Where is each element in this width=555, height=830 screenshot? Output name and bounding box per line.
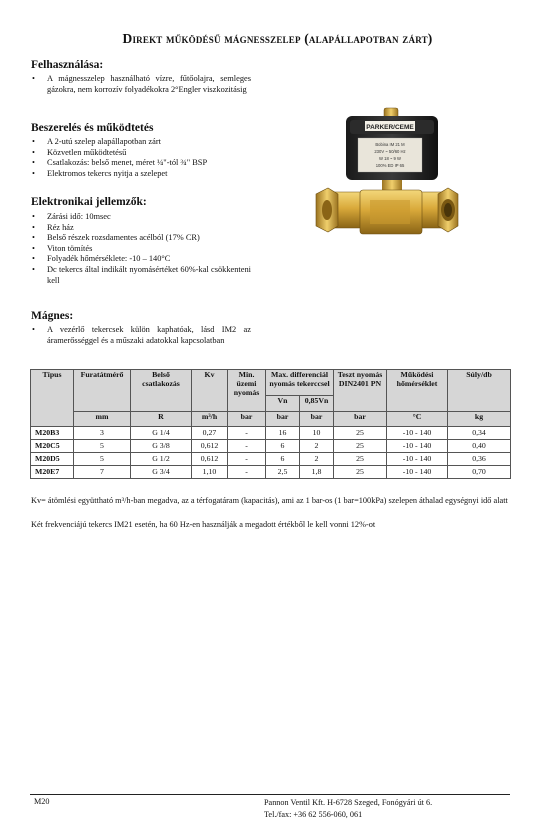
svg-text:100% ED IP 65: 100% ED IP 65 (375, 163, 405, 168)
col-header-min: Min. üzemi nyomás (228, 370, 266, 412)
svg-text:PARKER/CEME: PARKER/CEME (366, 124, 414, 131)
cell-vn85: 2 (300, 453, 334, 466)
cell-vn85: 10 (300, 427, 334, 440)
unit-vn85: bar (300, 412, 334, 427)
unit-min: bar (228, 412, 266, 427)
col-header-furat: Furatátmérő (74, 370, 131, 412)
unit-vn: bar (266, 412, 300, 427)
page-title: Direkt működésű mágnesszelep (alapállapotban zárt) (122, 31, 433, 46)
cell-suly: 0,70 (448, 466, 511, 479)
cell-furat: 5 (74, 440, 131, 453)
electronic-list (31, 212, 251, 286)
table-row (31, 453, 511, 466)
col-header-maxdiff: Max. differenciál nyomás tekerccsel (266, 370, 334, 396)
cell-vn: 6 (266, 440, 300, 453)
col-header-kv: Kv (192, 370, 228, 412)
usage-heading: Felhasználása: (31, 59, 104, 71)
cell-teszt: 25 (334, 440, 387, 453)
cell-kv: 0,612 (192, 440, 228, 453)
col-header-tipus: Típus (31, 370, 74, 427)
cell-belso: G 1/2 (131, 453, 192, 466)
unit-belso: R (131, 412, 192, 427)
company-line: Pannon Ventil Kft. H-6728 Szeged, Fonógyári út 6. (264, 798, 433, 807)
cell-min: - (228, 453, 266, 466)
cell-teszt: 25 (334, 453, 387, 466)
unit-teszt: bar (334, 412, 387, 427)
col-header-belso: Belső csatlakozás (131, 370, 192, 412)
kv-note: Kv= átömlési együttható m³/h-ban megadva, az a térfogatáram (kapacitás), ami az 1 bar-os (1 bar=100kPa) szelepen áthalad egységnyi idő alatt (31, 496, 508, 505)
svg-text:W 18 ~ 9 W: W 18 ~ 9 W (379, 156, 401, 161)
unit-suly: kg (448, 412, 511, 427)
list-item: • Réz ház (32, 222, 74, 232)
table-row (31, 440, 511, 453)
cell-min: - (228, 440, 266, 453)
list-item: • Folyadék hőmérséklete: -10 – 140°C (32, 254, 171, 264)
cell-suly: 0,40 (448, 440, 511, 453)
footer-divider (30, 794, 510, 795)
cell-kv: 0,612 (192, 453, 228, 466)
cell-vn85: 2 (300, 440, 334, 453)
usage-list (31, 74, 251, 95)
cell-belso: G 3/8 (131, 440, 192, 453)
solenoid-valve-image (310, 100, 460, 250)
table-row (31, 427, 511, 440)
cell-furat: 7 (74, 466, 131, 479)
col-header-vn85: 0,85Vn (300, 396, 334, 412)
cell-vn: 6 (266, 453, 300, 466)
magnet-list (31, 325, 251, 346)
list-item: • A mágnesszelep használható vízre, fűtőolajra, semleges gázokra, nem korrozív folyadékokra 2°Engler viszkozitásig (32, 74, 251, 94)
list-item: • Dc tekercs által indikált nyomásértéket 60%-kal csökkenteni kell (32, 264, 251, 285)
install-heading: Beszerelés és működtetés (31, 122, 154, 134)
cell-homerseklet: -10 - 140 (387, 440, 448, 453)
cell-min: - (228, 466, 266, 479)
electronic-heading: Elektronikai jellemzők: (31, 196, 147, 208)
table-header-row (31, 370, 511, 396)
unit-homerseklet: °C (387, 412, 448, 427)
cell-suly: 0,34 (448, 427, 511, 440)
list-item: • Belső részek rozsdamentes acélból (17% CR) (32, 233, 200, 243)
phone-line: Tel./fax: +36 62 556-060, 061 (264, 810, 363, 819)
cell-tipus: M20E7 (31, 466, 74, 479)
cell-vn85: 1,8 (300, 466, 334, 479)
cell-teszt: 25 (334, 427, 387, 440)
cell-teszt: 25 (334, 466, 387, 479)
magnet-heading: Mágnes: (31, 310, 74, 322)
col-header-teszt: Teszt nyomás DIN2401 PN (334, 370, 387, 412)
install-list (31, 137, 261, 179)
col-header-homerseklet: Működési hőmérséklet (387, 370, 448, 412)
cell-suly: 0,36 (448, 453, 511, 466)
svg-text:Bobina IM 21 M: Bobina IM 21 M (375, 142, 405, 147)
col-header-suly: Súly/db (448, 370, 511, 412)
cell-vn: 2,5 (266, 466, 300, 479)
spec-table (30, 369, 511, 479)
cell-belso: G 1/4 (131, 427, 192, 440)
unit-furat: mm (74, 412, 131, 427)
list-item: • A vezérlő tekercsek külön kaphatóak, lásd IM2 az áramerősséggel és a műszaki adatokkal kapcsolatban (32, 325, 251, 345)
svg-text:230V ~ 50/60 Hz: 230V ~ 50/60 Hz (374, 149, 406, 154)
list-item: • Viton tömítés (32, 243, 93, 253)
cell-homerseklet: -10 - 140 (387, 427, 448, 440)
cell-tipus: M20C5 (31, 440, 74, 453)
cell-homerseklet: -10 - 140 (387, 466, 448, 479)
col-header-vn: Vn (266, 396, 300, 412)
cell-furat: 5 (74, 453, 131, 466)
cell-kv: 0,27 (192, 427, 228, 440)
company-address (264, 797, 432, 821)
frequency-note: Két frekvenciájú tekercs IM21 esetén, ha 60 Hz-en használják a megadott értékből le kell vonni 12%-ot (31, 520, 376, 529)
table-units-row (31, 412, 511, 427)
cell-tipus: M20D5 (31, 453, 74, 466)
list-item: • Elektromos tekercs nyitja a szelepet (32, 168, 168, 178)
page-number: M20 (34, 797, 50, 806)
list-item: • Közvetlen működtetésű (32, 147, 127, 157)
cell-tipus: M20B3 (31, 427, 74, 440)
cell-vn: 16 (266, 427, 300, 440)
list-item: • Csatlakozás: belső menet, méret ¼"-tól ¾" BSP (32, 158, 208, 168)
cell-belso: G 3/4 (131, 466, 192, 479)
cell-furat: 3 (74, 427, 131, 440)
table-row (31, 466, 511, 479)
cell-homerseklet: -10 - 140 (387, 453, 448, 466)
list-item: • A 2-utú szelep alapállapotban zárt (32, 137, 161, 146)
cell-kv: 1,10 (192, 466, 228, 479)
cell-min: - (228, 427, 266, 440)
list-item: • Zárási idő: 10msec (32, 212, 111, 221)
unit-kv: m³/h (192, 412, 228, 427)
